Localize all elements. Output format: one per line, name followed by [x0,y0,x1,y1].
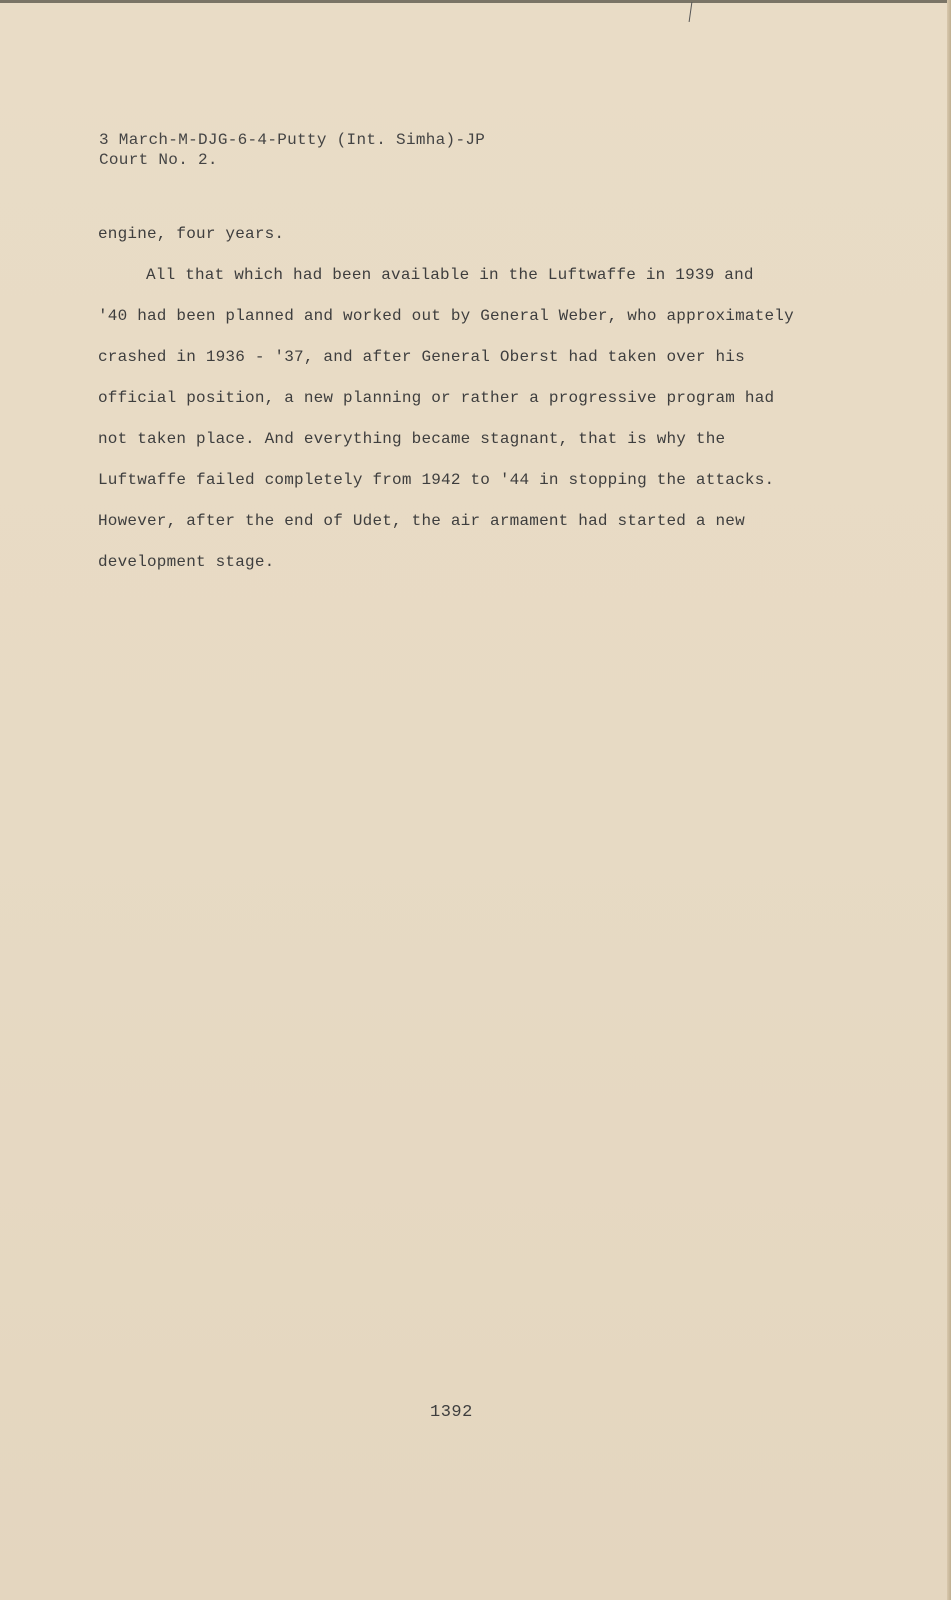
text-line: Luftwaffe failed completely from 1942 to '44 in stopping the attacks. [98,471,775,489]
text-line: However, after the end of Udet, the air armament had started a new [98,512,745,530]
page-right-edge [947,0,951,1600]
text-line: crashed in 1936 - '37, and after General Oberst had taken over his [98,348,745,366]
pencil-mark [689,2,693,22]
document-header [99,130,485,170]
page-number: 1392 [430,1403,473,1422]
text-line: engine, four years. [98,225,285,243]
document-body [98,214,838,583]
text-line: development stage. [98,553,275,571]
text-line: All that which had been available in the Luftwaffe in 1939 and [146,266,754,284]
header-court-line: Court No. 2. [99,151,218,169]
page-top-edge [0,0,951,3]
header-session-line: 3 March-M-DJG-6-4-Putty (Int. Simha)-JP [99,131,486,149]
text-line: '40 had been planned and worked out by General Weber, who approximately [98,307,794,325]
text-line: official position, a new planning or rather a progressive program had [98,389,775,407]
text-line: not taken place. And everything became stagnant, that is why the [98,430,726,448]
